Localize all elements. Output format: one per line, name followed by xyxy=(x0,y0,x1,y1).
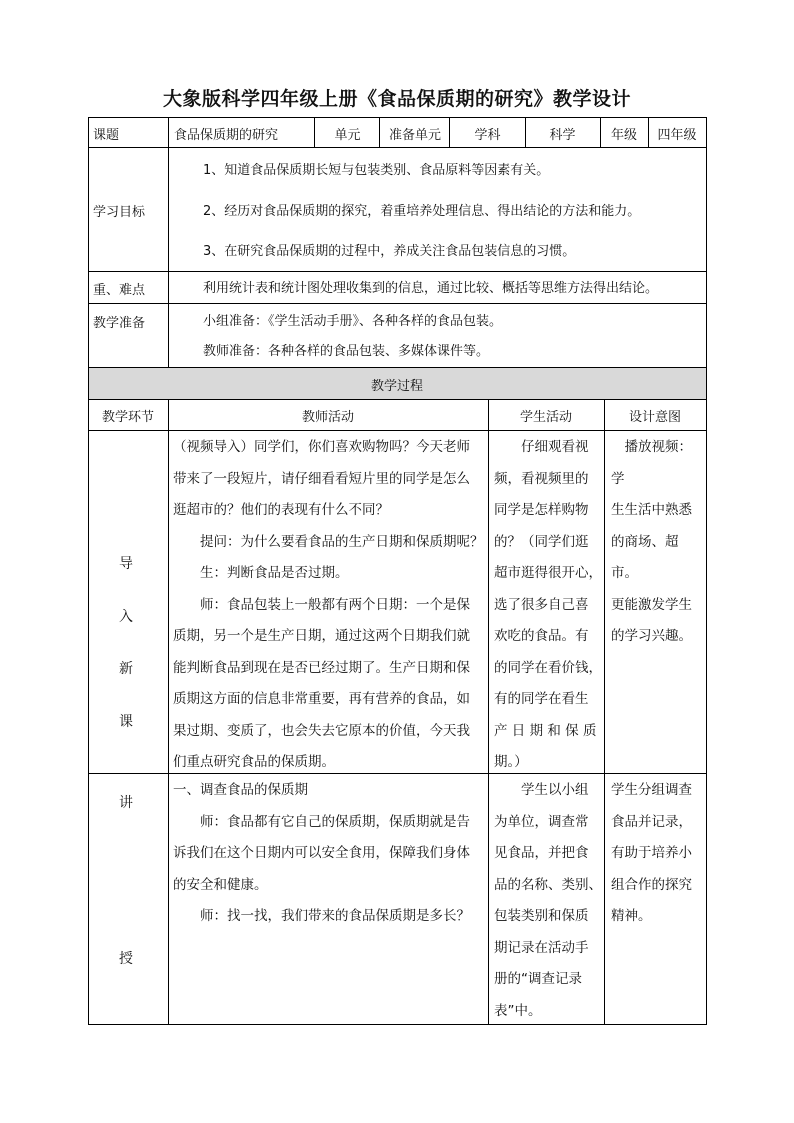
teacher-line: 们重点研究食品的保质期。 xyxy=(173,754,335,770)
table-rule xyxy=(88,271,707,272)
preparation-label: 教学准备 xyxy=(93,316,146,331)
table-rule xyxy=(314,117,315,148)
stage-char: 授 xyxy=(119,951,133,967)
student-line: 欢吃的食品。有 xyxy=(494,628,589,644)
grade-value: 四年级 xyxy=(657,127,697,143)
objective-item: 1、知道食品保质期长短与包装类别、食品原料等因素有关。 xyxy=(203,163,550,178)
preparation-item: 教师准备：各种各样的食品包装、多媒体课件等。 xyxy=(203,344,490,359)
objective-item: 2、经历对食品保质期的探究，着重培养处理信息、得出结论的方法和能力。 xyxy=(203,204,641,219)
intent-line: 的商场、超市。 xyxy=(611,533,679,581)
table-rule xyxy=(604,399,605,1025)
teacher-line: 能判断食品到现在是否已经过期了。生产日期和保 xyxy=(173,659,470,676)
teacher-line: 提问：为什么要看食品的生产日期和保质期呢？ xyxy=(173,533,484,550)
difficulty-label: 重、难点 xyxy=(93,282,146,298)
column-header-stage: 教学环节 xyxy=(101,410,154,425)
table-rule xyxy=(168,117,169,368)
table-rule xyxy=(488,399,489,1025)
intent-line: 学生分组调查 xyxy=(611,782,692,798)
student-line: 的？（同学们逛 xyxy=(494,533,589,550)
intent-line: 精神。 xyxy=(611,908,652,924)
design-intent xyxy=(611,432,705,653)
table-rule xyxy=(706,117,707,1025)
subject-label: 学科 xyxy=(474,127,501,143)
student-line: 为单位，调查常 xyxy=(494,813,589,830)
objective-item: 3、在研究食品保质期的过程中，养成关注食品包装信息的习惯。 xyxy=(203,244,576,259)
teacher-activity xyxy=(173,775,485,933)
unit-label: 单元 xyxy=(334,127,361,143)
teacher-line: 的安全和健康。 xyxy=(173,876,268,893)
table-rule xyxy=(168,399,169,1025)
teacher-line: 师：食品包装上一般都有两个日期：一个是保 xyxy=(173,596,470,613)
student-line: 册的“调查记录 xyxy=(494,971,582,987)
student-line: 学生以小组 xyxy=(494,782,589,798)
document-title: 大象版科学四年级上册《食品保质期的研究》教学设计 xyxy=(162,88,631,110)
student-activity xyxy=(494,775,602,1027)
intent-line: 食品并记录， xyxy=(611,813,692,830)
table-rule xyxy=(88,303,707,304)
objectives-label: 学习目标 xyxy=(93,204,146,220)
stage-char: 讲 xyxy=(119,795,133,811)
column-header-teacher: 教师活动 xyxy=(301,410,354,425)
table-rule xyxy=(88,147,707,148)
table-rule xyxy=(449,117,450,148)
teacher-activity xyxy=(173,432,485,779)
intent-line: 组合作的探究 xyxy=(611,876,692,893)
intent-line: 有助于培养小 xyxy=(611,845,692,861)
student-line: 表”中。 xyxy=(494,1002,542,1019)
student-line: 的同学在看价钱， xyxy=(494,659,602,676)
teacher-line: 师：找一找，我们带来的食品保质期是多长？ xyxy=(173,908,470,924)
table-rule xyxy=(88,117,89,1025)
stage-char: 课 xyxy=(119,714,133,730)
student-line: 有的同学在看生 xyxy=(494,691,589,707)
stage-char: 导 xyxy=(119,556,133,572)
difficulty-text: 利用统计表和统计图处理收集到的信息，通过比较、概括等思维方法得出结论。 xyxy=(203,281,659,296)
student-line: 期。） xyxy=(494,754,528,770)
grade-label: 年级 xyxy=(610,127,637,143)
teacher-line: 果过期、变质了，也会失去它原本的价值，今天我 xyxy=(173,722,470,739)
teacher-line: 带来了一段短片，请仔细看看短片里的同学是怎么 xyxy=(173,470,470,487)
table-rule xyxy=(88,1024,707,1025)
subject-value: 科学 xyxy=(549,127,576,143)
table-rule xyxy=(88,367,707,368)
process-title: 教学过程 xyxy=(370,378,423,394)
intent-line: 播放视频：学 xyxy=(611,439,692,487)
table-rule xyxy=(379,117,380,148)
student-activity xyxy=(494,432,602,779)
column-header-intent: 设计意图 xyxy=(628,410,681,425)
table-rule xyxy=(525,117,526,148)
intent-line: 的学习兴趣。 xyxy=(611,628,692,644)
topic-label: 课题 xyxy=(93,127,120,143)
intent-line: 更能激发学生 xyxy=(611,596,692,613)
teacher-line: 质期，另一个是生产日期，通过这两个日期我们就 xyxy=(173,628,470,644)
teacher-line: （视频导入）同学们，你们喜欢购物吗？今天老师 xyxy=(173,439,470,455)
intent-line: 生生活中熟悉 xyxy=(611,502,692,518)
table-rule xyxy=(88,773,707,774)
preparation-item: 小组准备：《学生活动手册》、各种各样的食品包装。 xyxy=(203,314,503,329)
student-line: 频，看视频里的 xyxy=(494,470,589,487)
student-line: 选了很多自己喜 xyxy=(494,596,589,613)
teacher-line: 师：食品都有它自己的保质期，保质期就是告 xyxy=(173,813,470,830)
teacher-line: 生：判断食品是否过期。 xyxy=(173,565,349,581)
table-rule xyxy=(88,117,707,118)
teacher-line: 诉我们在这个日期内可以安全食用，保障我们身体 xyxy=(173,845,470,861)
stage-char: 新 xyxy=(119,661,133,677)
teacher-line: 一、调查食品的保质期 xyxy=(173,782,308,798)
stage-char: 入 xyxy=(119,609,133,625)
student-line: 同学是怎样购物 xyxy=(494,502,589,518)
student-line: 超市逛得很开心， xyxy=(494,565,602,581)
topic-value: 食品保质期的研究 xyxy=(174,127,279,143)
teacher-line: 逛超市的？他们的表现有什么不同？ xyxy=(173,502,389,518)
student-line: 产 日 期 和 保 质 xyxy=(494,722,597,739)
teacher-line: 质期这方面的信息非常重要，再有营养的食品，如 xyxy=(173,691,470,707)
table-rule xyxy=(600,117,601,148)
table-rule xyxy=(648,117,649,148)
design-intent xyxy=(611,775,705,933)
student-line: 见食品，并把食 xyxy=(494,845,589,861)
unit-value: 准备单元 xyxy=(388,127,441,143)
table-rule xyxy=(88,399,707,400)
table-rule xyxy=(88,430,707,431)
student-line: 期记录在活动手 xyxy=(494,939,589,956)
student-line: 品的名称、类别、 xyxy=(494,876,602,893)
column-header-student: 学生活动 xyxy=(519,410,572,425)
student-line: 包装类别和保质 xyxy=(494,908,589,924)
student-line: 仔细观看视 xyxy=(494,439,589,455)
